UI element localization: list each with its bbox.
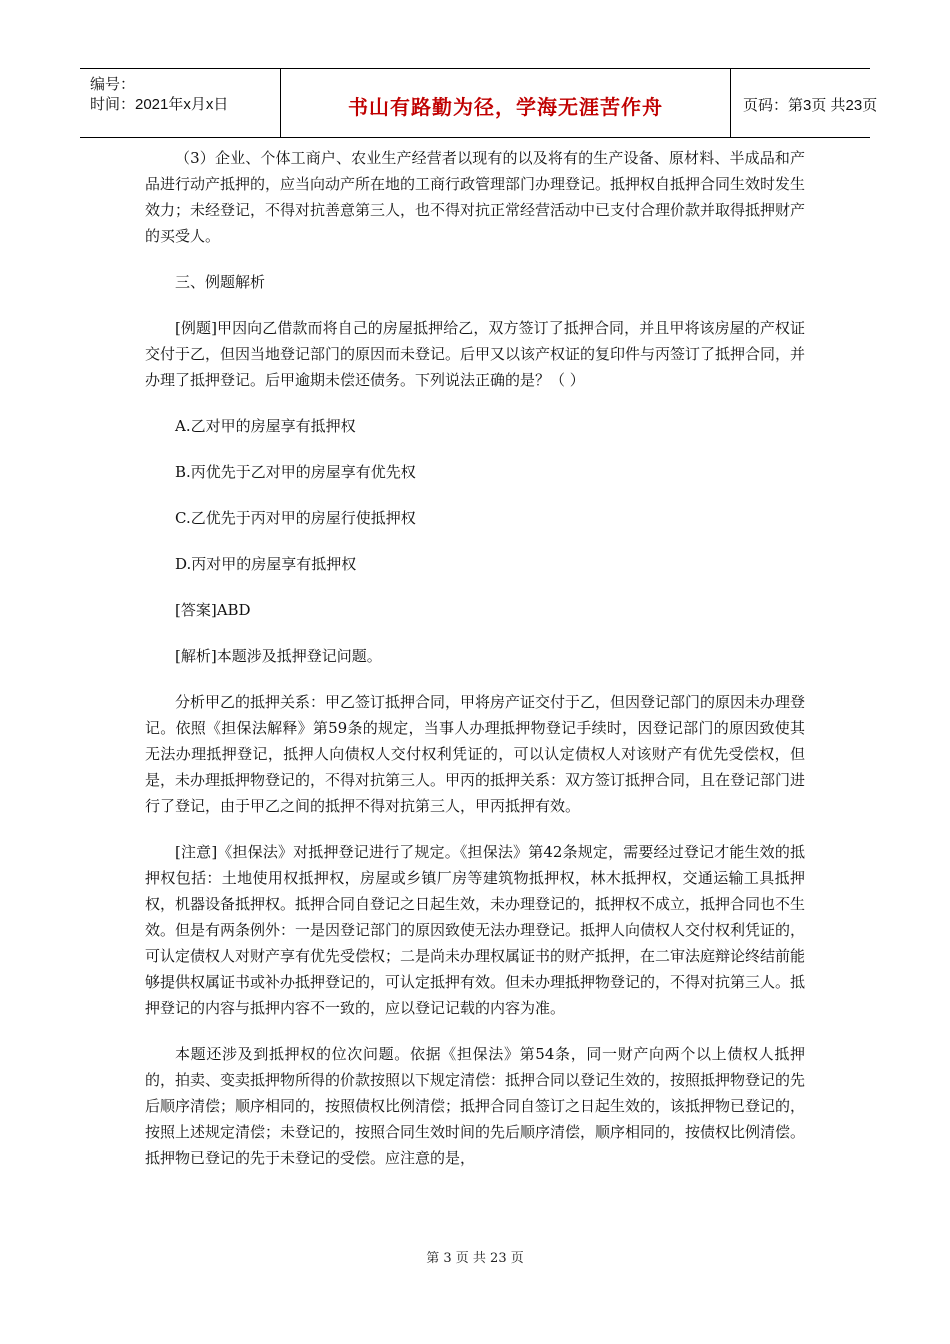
paragraph-example-question: [例题]甲因向乙借款而将自己的房屋抵押给乙，双方签订了抵押合同，并且甲将该房屋的产权证交付于乙，但因当地登记部门的原因而未登记。后甲又以该产权证的复印件与丙签订了抵押合同，并办理了抵押登记。后甲逾期未偿还债务。下列说法正确的是？（ ） xyxy=(145,319,806,389)
option-c: C.乙优先于丙对甲的房屋行使抵押权 xyxy=(175,509,416,527)
answer: [答案]ABD xyxy=(175,601,251,619)
analysis-intro: [解析]本题涉及抵押登记问题。 xyxy=(175,647,382,665)
page-footer: 第 3 页 共 23 页 xyxy=(426,1251,524,1266)
option-a: A.乙对甲的房屋享有抵押权 xyxy=(175,417,356,435)
header-motto: 书山有路勤为径，学海无涯苦作舟 xyxy=(348,95,663,119)
option-d: D.丙对甲的房屋享有抵押权 xyxy=(175,555,357,573)
paragraph-movable-property-mortgage: （3）企业、个体工商户、农业生产经营者以现有的以及将有的生产设备、原材料、半成品和产品进行动产抵押的，应当向动产所在地的工商行政管理部门办理登记。抵押权自抵押合同生效时发生效力；未经登记，不得对抗善意第三人，也不得对抗正常经营活动中已支付合理价款并取得抵押财产的买受人。 xyxy=(145,149,806,245)
section-heading-example-analysis: 三、例题解析 xyxy=(175,273,266,291)
document-number-label: 编号： xyxy=(90,76,136,93)
paragraph-mortgage-priority: 本题还涉及到抵押权的位次问题。依据《担保法》第54条，同一财产向两个以上债权人抵押的，拍卖、变卖抵押物所得的价款按照以下规定清偿：抵押合同以登记生效的，按照抵押物登记的先后顺序清偿；顺序相同的，按照债权比例清偿；抵押合同自签订之日起生效的，该抵押物已登记的，按照上述规定清偿；未登记的，按照合同生效时间的先后顺序清偿，顺序相同的，按债权比例清偿。抵押物已登记的先于未登记的受偿。应注意的是， xyxy=(145,1045,806,1167)
header-meta-cell xyxy=(80,69,281,137)
document-body xyxy=(145,145,805,1191)
header-motto-cell xyxy=(281,69,731,137)
header-page-info: 页码：第3页 共23页 xyxy=(743,97,878,114)
page-header xyxy=(80,68,878,138)
paragraph-note-registration: [注意]《担保法》对抵押登记进行了规定。《担保法》第42条规定，需要经过登记才能生效的抵押权包括：土地使用权抵押权，房屋或乡镇厂房等建筑物抵押权，林木抵押权，交通运输工具抵押权，机器设备抵押权。抵押合同自登记之日起生效，未办理登记的，抵押权不成立，抵押合同也不生效。但是有两条例外：一是因登记部门的原因致使无法办理登记。抵押人向债权人交付权利凭证的，可认定债权人对财产享有优先受偿权；二是尚未办理权属证书的财产抵押，在二审法庭辩论终结前能够提供权属证书或补办抵押登记的，可认定抵押有效。但未办理抵押物登记的，不得对抗第三人。抵押登记的内容与抵押内容不一致的，应以登记记载的内容为准。 xyxy=(145,843,806,1017)
header-page-cell xyxy=(731,69,878,137)
option-b: B.丙优先于乙对甲的房屋享有优先权 xyxy=(175,463,416,481)
paragraph-analysis-parties: 分析甲乙的抵押关系：甲乙签订抵押合同，甲将房产证交付于乙，但因登记部门的原因未办理登记。依照《担保法解释》第59条的规定，当事人办理抵押物登记手续时，因登记部门的原因致使其无法办理抵押登记，抵押人向债权人交付权利凭证的，可以认定债权人对该财产有优先受偿权，但是，未办理抵押物登记的，不得对抗第三人。甲丙的抵押关系：双方签订抵押合同，且在登记部门进行了登记，由于甲乙之间的抵押不得对抗第三人，甲丙抵押有效。 xyxy=(145,693,806,815)
document-date: 时间：2021年x月x日 xyxy=(90,96,229,113)
